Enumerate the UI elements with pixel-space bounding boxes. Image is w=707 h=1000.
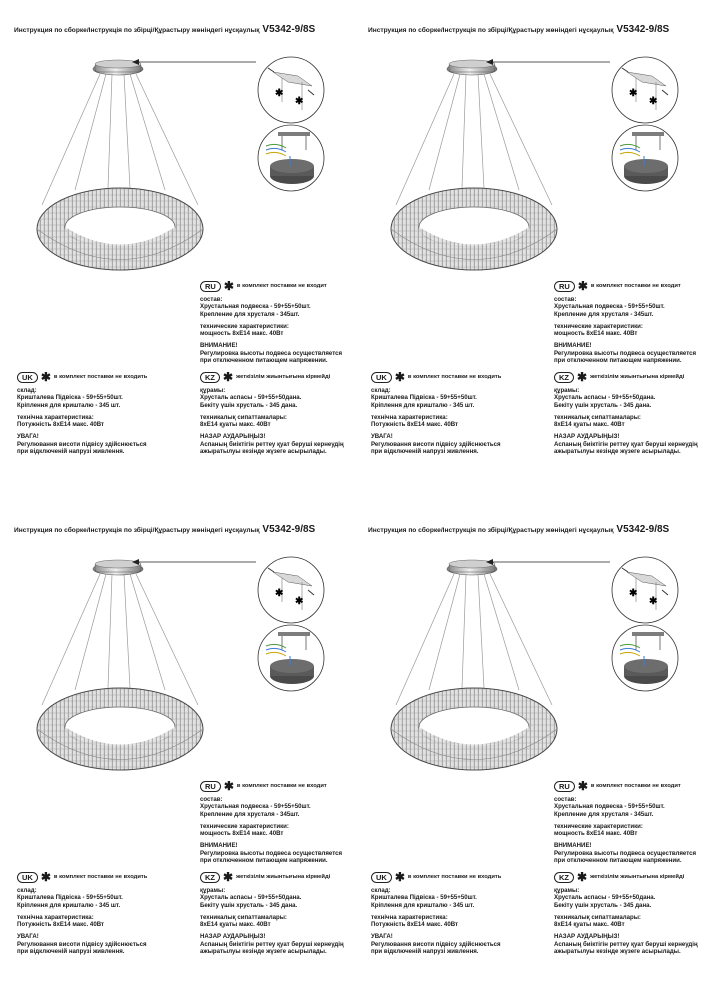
- section-kz: KZ ✱ жеткізілім жиынтығына кірмейді құрамы: Хрусталь аспасы - 59+55+50дана. Бекіту үшін хрусталь - 345 дана. техникалық сипаттамалары: 8хЕ14 қуаты макс. 40Вт НАЗАР АУДАРЫҢЫЗ! Аспаның биіктігін реттеу қуат беруші кернеудің ажыратылуы кезінде жүзеге асырылады.: [200, 370, 344, 456]
- star-icon: ✱: [394, 370, 405, 384]
- section-uk: UK ✱ в комплект поставки не входить склад: Кришталева Підвіска - 59+55+50шт. Кріплення для кришталю - 345 шт. технічна характеристика: Потужність 8хЕ14 макс. 40Вт УВАГА! Регулювання висоти підвісу здійснюється при відключеній напрузі живлення.: [371, 870, 502, 956]
- language-badge-kz: KZ: [200, 872, 220, 883]
- language-badge-kz: KZ: [554, 372, 574, 383]
- page-title: Инструкция по сборке/Інструкція по збірці/Құрастыру жөніндегі нұсқаулық V5342-9/8S: [14, 524, 316, 535]
- page-title: Инструкция по сборке/Інструкція по збірці/Құрастыру жөніндегі нұсқаулық V5342-9/8S: [14, 24, 316, 35]
- star-icon: ✱: [223, 370, 234, 384]
- star-icon: ✱: [394, 870, 405, 884]
- language-badge-uk: UK: [371, 372, 392, 383]
- page-title: Инструкция по сборке/Інструкція по збірці/Құрастыру жөніндегі нұсқаулық V5342-9/8S: [368, 24, 670, 35]
- instruction-panel-top-left: [0, 0, 353, 500]
- star-icon: ✱: [577, 870, 588, 884]
- instruction-panel-bottom-right: [354, 500, 707, 1000]
- language-badge-ru: RU: [200, 281, 221, 292]
- section-ru: RU ✱ в комплект поставки не входит состав: Хрустальная подвеска - 59+55+50шт. Крепление для хрусталя - 345шт. технические характеристики: мощность 8хЕ14 макс. 40Вт ВНИМАНИЕ! Регулировка высоты подвеса осуществляется при отключенном питающем напряжении.: [554, 279, 697, 365]
- language-badge-uk: UK: [17, 872, 38, 883]
- language-badge-kz: KZ: [200, 372, 220, 383]
- section-kz: KZ ✱ жеткізілім жиынтығына кірмейді құрамы: Хрусталь аспасы - 59+55+50дана. Бекіту үшін хрусталь - 345 дана. техникалық сипаттамалары: 8хЕ14 қуаты макс. 40Вт НАЗАР АУДАРЫҢЫЗ! Аспаның биіктігін реттеу қуат беруші кернеудің ажыратылуы кезінде жүзеге асырылады.: [200, 870, 344, 956]
- section-uk: UK ✱ в комплект поставки не входить склад: Кришталева Підвіска - 59+55+50шт. Кріплення для кришталю - 345 шт. технічна характеристика: Потужність 8хЕ14 макс. 40Вт УВАГА! Регулювання висоти підвісу здійснюється при відключеній напрузі живлення.: [371, 370, 502, 456]
- section-ru: RU ✱ в комплект поставки не входит состав: Хрустальная подвеска - 59+55+50шт. Крепление для хрусталя - 345шт. технические характеристики: мощность 8хЕ14 макс. 40Вт ВНИМАНИЕ! Регулировка высоты подвеса осуществляется при отключенном питающем напряжении.: [554, 779, 697, 865]
- star-icon: ✱: [577, 279, 588, 293]
- section-ru: RU ✱ в комплект поставки не входит состав: Хрустальная подвеска - 59+55+50шт. Крепление для хрусталя - 345шт. технические характеристики: мощность 8хЕ14 макс. 40Вт ВНИМАНИЕ! Регулировка высоты подвеса осуществляется при отключенном питающем напряжении.: [200, 279, 343, 365]
- language-badge-ru: RU: [554, 281, 575, 292]
- section-kz: KZ ✱ жеткізілім жиынтығына кірмейді құрамы: Хрусталь аспасы - 59+55+50дана. Бекіту үшін хрусталь - 345 дана. техникалық сипаттамалары: 8хЕ14 қуаты макс. 40Вт НАЗАР АУДАРЫҢЫЗ! Аспаның биіктігін реттеу қуат беруші кернеудің ажыратылуы кезінде жүзеге асырылады.: [554, 370, 698, 456]
- star-icon: ✱: [577, 779, 588, 793]
- language-badge-ru: RU: [200, 781, 221, 792]
- page-title: Инструкция по сборке/Інструкція по збірці/Құрастыру жөніндегі нұсқаулық V5342-9/8S: [368, 524, 670, 535]
- language-badge-uk: UK: [17, 372, 38, 383]
- section-kz: KZ ✱ жеткізілім жиынтығына кірмейді құрамы: Хрусталь аспасы - 59+55+50дана. Бекіту үшін хрусталь - 345 дана. техникалық сипаттамалары: 8хЕ14 қуаты макс. 40Вт НАЗАР АУДАРЫҢЫЗ! Аспаның биіктігін реттеу қуат беруші кернеудің ажыратылуы кезінде жүзеге асырылады.: [554, 870, 698, 956]
- star-icon: ✱: [577, 370, 588, 384]
- language-badge-kz: KZ: [554, 872, 574, 883]
- section-uk: UK ✱ в комплект поставки не входить склад: Кришталева Підвіска - 59+55+50шт. Кріплення для кришталю - 345 шт. технічна характеристика: Потужність 8хЕ14 макс. 40Вт УВАГА! Регулювання висоти підвісу здійснюється при відключеній напрузі живлення.: [17, 370, 148, 456]
- star-icon: ✱: [40, 370, 51, 384]
- star-icon: ✱: [223, 870, 234, 884]
- star-icon: ✱: [223, 279, 234, 293]
- star-icon: ✱: [223, 779, 234, 793]
- language-badge-uk: UK: [371, 872, 392, 883]
- instruction-panel-bottom-left: [0, 500, 353, 1000]
- section-uk: UK ✱ в комплект поставки не входить склад: Кришталева Підвіска - 59+55+50шт. Кріплення для кришталю - 345 шт. технічна характеристика: Потужність 8хЕ14 макс. 40Вт УВАГА! Регулювання висоти підвісу здійснюється при відключеній напрузі живлення.: [17, 870, 148, 956]
- star-icon: ✱: [40, 870, 51, 884]
- instruction-panel-top-right: [354, 0, 707, 500]
- section-ru: RU ✱ в комплект поставки не входит состав: Хрустальная подвеска - 59+55+50шт. Крепление для хрусталя - 345шт. технические характеристики: мощность 8хЕ14 макс. 40Вт ВНИМАНИЕ! Регулировка высоты подвеса осуществляется при отключенном питающем напряжении.: [200, 779, 343, 865]
- language-badge-ru: RU: [554, 781, 575, 792]
